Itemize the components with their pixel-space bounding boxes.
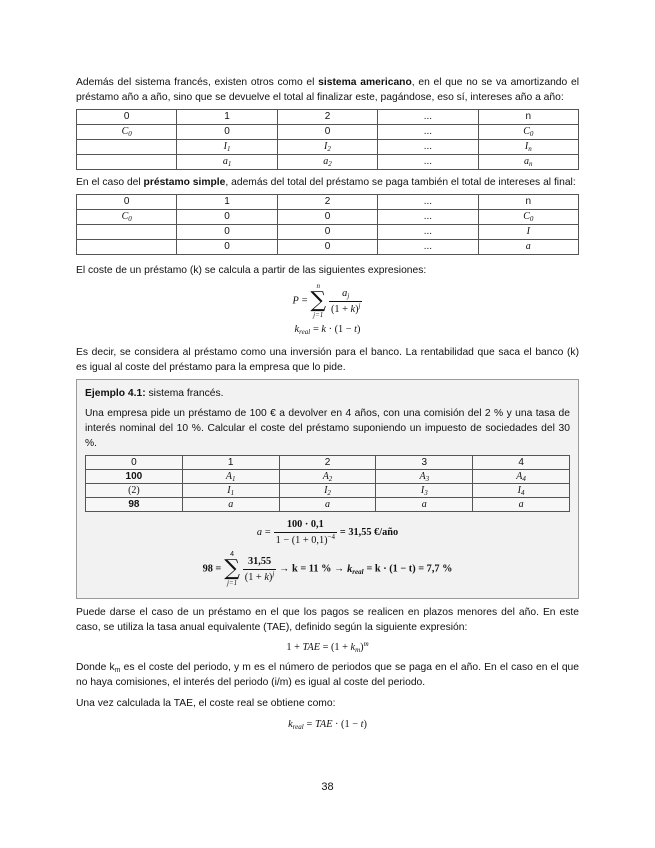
final-paragraph: Una vez calculada la TAE, el coste real se obtiene como: xyxy=(76,698,336,709)
table-row: $C_0$ 0 0 ... $C_0$ xyxy=(77,125,579,140)
page-number: 38 xyxy=(321,781,334,793)
table-row: 98 a a a a xyxy=(86,498,570,512)
table-header-row: 0 1 2 ... n xyxy=(77,110,579,125)
table-row: 100 $A_1$ $A_2$ $A_3$ $A_4$ xyxy=(86,470,570,484)
equation-cost-result: 98 = 4 ∑ j=1 $\frac{31,55}{(1 + k)^j}$ → k = 11 % → $k_{real} = k \cdot (1 - t) = 7,7$ % xyxy=(202,551,453,587)
simple-loan-paragraph: En el caso del préstamo simple, además del total del préstamo se paga también el total de intereses al final: xyxy=(76,177,576,188)
table-american-system xyxy=(76,109,579,170)
equation-kreal: $k_{real} = k \cdot (1 - t)$ xyxy=(294,324,361,336)
equation-cost: P = n ∑ j=1 $\frac{a_j}{(1 + k)^j}$ xyxy=(292,282,361,319)
example-title: Ejemplo 4.1: sistema francés. xyxy=(85,388,224,399)
table-row: $C_0$ 0 0 ... $C_0$ xyxy=(77,210,579,225)
interpretation-paragraph: Es decir, se considera al préstamo como una inversión para el banco. La rentabilidad que saca el banco (k) es igual al coste del préstamo para la empresa que lo pide. xyxy=(76,347,579,373)
km-paragraph: Donde $k_m$ es el coste del periodo, y m es el número de periodos que se paga en el año. En el caso en el que no haya comisiones, el interés del periodo (i/m) es igual al coste del periodo. xyxy=(76,662,579,688)
table-header-row: 0 1 2 3 4 xyxy=(86,456,570,470)
example-box xyxy=(76,379,579,599)
table-row: (2) $I_1$ $I_2$ $I_3$ $I_4$ xyxy=(86,484,570,498)
cost-paragraph: El coste de un préstamo (k) se calcula a partir de las siguientes expresiones: xyxy=(76,265,427,276)
table-example xyxy=(85,455,570,512)
equation-annuity: a = $\frac{100 \cdot 0,1}{1 - (1 + 0,1)^{-4}}$ = 31,55 €/año xyxy=(256,519,399,546)
table-header-row: 0 1 2 ... n xyxy=(77,195,579,210)
equation-tae: 1 + TAE = $(1 + k_m)^m$ xyxy=(286,640,369,654)
table-row: 0 0 ... I xyxy=(77,225,579,240)
document-page xyxy=(76,75,579,734)
intro-paragraph: Además del sistema francés, existen otros como el sistema americano, en el que no se va amortizando el préstamo año a año, sino que se devuelve el total al finalizar este, pagándose, eso sí, intereses año a año: xyxy=(76,77,579,103)
table-simple-loan xyxy=(76,194,579,255)
table-row: $I_1$ $I_2$ ... $I_n$ xyxy=(77,140,579,155)
equation-kreal-tae: $k_{real}$ = TAE · (1 − t) xyxy=(288,719,367,731)
table-row: 0 0 ... a xyxy=(77,240,579,255)
example-statement: Una empresa pide un préstamo de 100 € a devolver en 4 años, con una comisión del 2 % y una tasa de interés nominal del 10 %. Calcular el coste del préstamo suponiendo un impuesto de sociedades del 30 %. xyxy=(85,408,570,449)
table-row: $a_1$ $a_2$ ... $a_n$ xyxy=(77,155,579,170)
tae-paragraph: Puede darse el caso de un préstamo en el que los pagos se realicen en plazos menores del año. En este caso, se utiliza la tasa anual equivalente (TAE), definido según la siguiente expresión: xyxy=(76,607,579,633)
